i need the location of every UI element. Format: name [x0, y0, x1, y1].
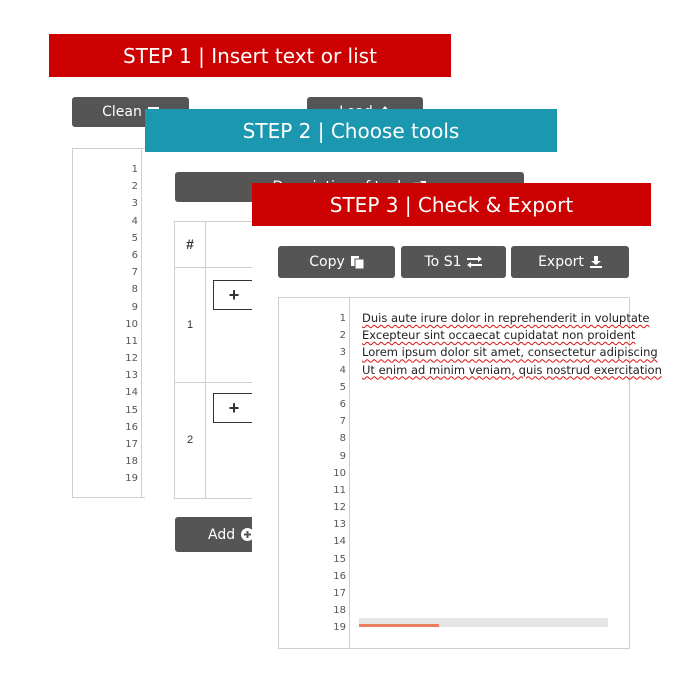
- line-number: 12: [333, 502, 346, 514]
- line-number: 16: [333, 570, 346, 582]
- plus-icon: +: [228, 284, 240, 305]
- step3-panel: [252, 183, 662, 653]
- line-number: 17: [333, 588, 346, 599]
- to-s1-label: To S1: [424, 254, 462, 270]
- line-number: 8: [131, 284, 138, 296]
- line-number: 14: [333, 536, 346, 548]
- line-number: 6: [339, 398, 346, 410]
- step1-gutter: [73, 149, 142, 497]
- line-number: 4: [339, 364, 346, 376]
- line-number: 11: [333, 484, 346, 496]
- copy-label: Copy: [309, 254, 345, 270]
- step2-header: [145, 109, 557, 152]
- scrollbar-thumb[interactable]: [359, 624, 439, 627]
- line-number: 3: [131, 198, 138, 210]
- line-number: 3: [339, 347, 346, 359]
- line-number: 18: [333, 605, 346, 617]
- line-number: 11: [125, 335, 138, 347]
- plus-icon: +: [228, 397, 240, 418]
- line-number: 15: [333, 553, 346, 565]
- line-number: 15: [125, 404, 138, 416]
- line-number: 14: [125, 387, 138, 399]
- line-number: 9: [131, 301, 138, 313]
- line-number: 17: [125, 439, 138, 450]
- line-number: 1: [339, 313, 346, 324]
- step3-gutter: [279, 298, 350, 648]
- line-number: 7: [339, 416, 346, 428]
- line-number: 19: [333, 622, 346, 634]
- line-number: 18: [125, 456, 138, 468]
- exchange-icon: [467, 256, 482, 268]
- add-tool-button[interactable]: [213, 280, 255, 310]
- download-icon: [590, 256, 602, 268]
- step1-title: STEP 1 | Insert text or list: [123, 43, 377, 68]
- line-number: 5: [131, 232, 138, 244]
- line-number: 7: [131, 267, 138, 279]
- output-line: Ut enim ad minim veniam, quis nostrud exercitation: [362, 362, 662, 377]
- export-button[interactable]: [511, 246, 629, 278]
- step3-text-area[interactable]: [362, 310, 662, 379]
- line-number: 6: [131, 249, 138, 261]
- horizontal-scrollbar[interactable]: [359, 618, 608, 627]
- line-number: 13: [125, 370, 138, 382]
- line-number: 10: [125, 318, 138, 330]
- line-number: 16: [125, 421, 138, 433]
- line-number: 19: [125, 473, 138, 485]
- line-number: 5: [339, 381, 346, 393]
- step1-header: [49, 34, 451, 77]
- line-number: 4: [131, 215, 138, 227]
- line-number: 2: [131, 181, 138, 193]
- line-number: 12: [125, 353, 138, 365]
- row-index: 2: [186, 434, 194, 446]
- export-label: Export: [538, 254, 584, 270]
- step2-title: STEP 2 | Choose tools: [242, 118, 460, 143]
- add-label: Add: [208, 526, 236, 543]
- output-line: Lorem ipsum dolor sit amet, consectetur adipiscing: [362, 345, 658, 360]
- line-number: 10: [333, 467, 346, 479]
- step3-title: STEP 3 | Check & Export: [329, 192, 574, 217]
- copy-button[interactable]: [278, 246, 395, 278]
- line-number: 13: [333, 519, 346, 531]
- row-index: 1: [186, 319, 194, 331]
- line-number: 9: [339, 450, 346, 462]
- line-number: 2: [339, 330, 346, 342]
- add-tool-button[interactable]: [213, 393, 255, 423]
- line-number: 1: [131, 164, 138, 175]
- table-header-index: #: [186, 236, 194, 252]
- clean-label: Clean: [102, 104, 142, 120]
- to-s1-button[interactable]: [401, 246, 506, 278]
- step3-header: [252, 183, 651, 226]
- copy-icon: [351, 256, 364, 269]
- output-line: Excepteur sint occaecat cupidatat non proident: [362, 328, 636, 343]
- line-number: 8: [339, 433, 346, 445]
- step3-editor[interactable]: [278, 297, 662, 649]
- output-line: Duis aute irure dolor in reprehenderit in voluptate: [362, 311, 650, 325]
